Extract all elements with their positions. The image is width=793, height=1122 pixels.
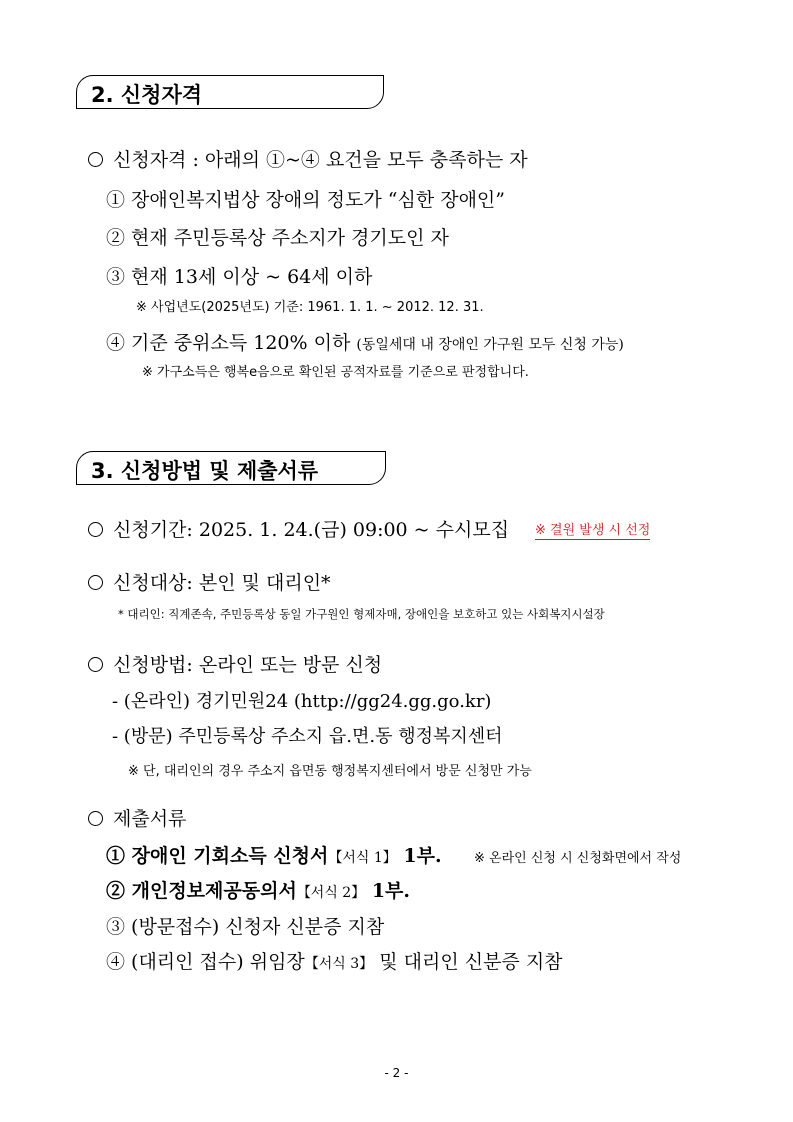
application-target-note: * 대리인: 직계존속, 주민등록상 동일 가구원인 형제자매, 장애인을 보호하고 있는 사회복지시설장: [118, 607, 605, 621]
eligibility-item-2: ② 현재 주민등록상 주소지가 경기도인 자: [106, 227, 449, 249]
eligibility-item-3-note: ※ 사업년도(2025년도) 기준: 1961. 1. 1. ~ 2012. 12. 31.: [136, 300, 484, 315]
bullet-circle-icon: [88, 152, 103, 167]
bullet-circle-icon: [88, 657, 103, 672]
doc-item-1: ① 장애인 기회소득 신청서【서식 1】 1부.: [106, 845, 442, 867]
section-3-header: [76, 451, 386, 485]
eligibility-item-4-paren: (동일세대 내 장애인 가구원 모두 신청 가능): [356, 337, 624, 353]
application-method-online: - (온라인) 경기민원24 (http://gg24.gg.go.kr): [112, 691, 492, 712]
eligibility-item-3: ③ 현재 13세 이상 ~ 64세 이하: [106, 266, 373, 288]
application-period: 신청기간: 2025. 1. 24.(금) 09:00 ~ 수시모집: [88, 515, 509, 542]
application-method-note: ※ 단, 대리인의 경우 주소지 읍면동 행정복지센터에서 방문 신청만 가능: [128, 764, 532, 779]
doc-item-4: ④ (대리인 접수) 위임장【서식 3】 및 대리인 신분증 지참: [106, 951, 563, 973]
doc-item-1-note: ※ 온라인 신청 시 신청화면에서 작성: [474, 851, 682, 866]
application-target: 신청대상: 본인 및 대리인*: [88, 568, 331, 595]
application-method: 신청방법: 온라인 또는 방문 신청: [88, 650, 382, 677]
bullet-circle-icon: [88, 522, 103, 537]
doc-item-3: ③ (방문접수) 신청자 신분증 지참: [106, 916, 385, 938]
bullet-circle-icon: [88, 811, 103, 826]
doc-item-2: ② 개인정보제공동의서【서식 2】 1부.: [106, 880, 411, 902]
page-number: - 2 -: [384, 1066, 409, 1080]
bullet-circle-icon: [88, 575, 103, 590]
eligibility-item-4: ④ 기준 중위소득 120% 이하 (동일세대 내 장애인 가구원 모두 신청 가능): [106, 332, 624, 354]
section-2-header: [76, 75, 384, 109]
eligibility-item-4-note: ※ 가구소득은 행복e음으로 확인된 공적자료를 기준으로 판정합니다.: [142, 365, 529, 380]
section-2-title: 2. 신청자격: [91, 83, 203, 107]
submission-docs: 제출서류: [88, 804, 186, 831]
eligibility-item-1: ① 장애인복지법상 장애의 정도가 “심한 장애인”: [106, 189, 505, 211]
section-3-title: 3. 신청방법 및 제출서류: [91, 459, 319, 483]
application-period-note: ※ 결원 발생 시 선정: [535, 523, 651, 538]
application-method-visit: - (방문) 주민등록상 주소지 읍.면.동 행정복지센터: [112, 726, 503, 747]
eligibility-main: 신청자격 : 아래의 ①~④ 요건을 모두 충족하는 자: [88, 145, 528, 172]
